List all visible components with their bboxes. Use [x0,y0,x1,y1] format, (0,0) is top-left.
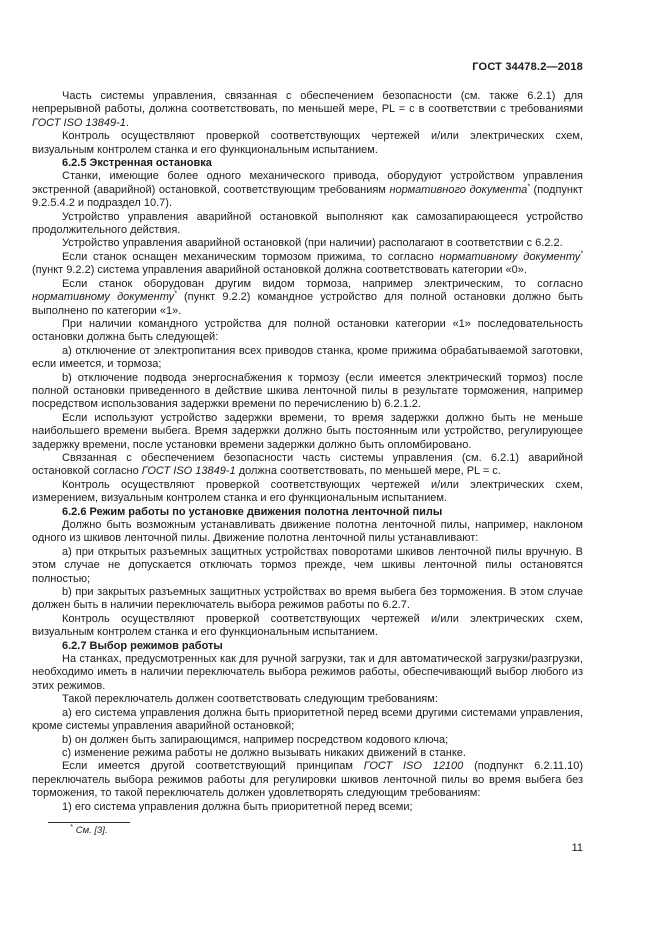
text-run: a) отключение от электропитания всех приводов станка, кроме прижима обрабатываемой заготовки, если имеется, и тормоза; [32,344,583,371]
paragraph [32,211,583,238]
footnote-block [32,822,583,837]
text-run: Контроль осуществляют проверкой соответствующих чертежей и/или электрических схем, визуальным контролем станка и его функциональным испытанием. [32,130,583,156]
paragraph [32,251,583,278]
paragraph [32,546,583,586]
paragraph [32,130,583,157]
text-run: b) он должен быть запирающимся, например посредством кодового ключа; [62,733,449,746]
text-run: Устройство управления аварийной остановкой (при наличии) располагают в соответствии с 6.2.2. [62,237,563,250]
text-run: нормативному документу [439,250,581,263]
text-run: (подпункт 9.2.5.4.2 и подраздел 10.7). [32,183,583,210]
paragraph [32,693,583,706]
text-run: Станки, имеющие более одного механического привода, оборудуют устройством управления экстренной (аварийной) остановкой, соответствующим требованиям [32,170,583,196]
text-run: ГОСТ ISO 13849-1 [32,116,126,129]
text-run: Если имеется другой соответствующий принципам [62,760,364,773]
text-run: 6.2.5 Экстренная остановка [62,157,212,170]
text-run: (пункт 9.2.2) командное устройство для полной остановки должно быть выполнено по категории «1». [32,291,584,317]
text-run: При наличии командного устройства для полной остановки категории «1» последовательность остановки должна быть следующей: [32,317,583,344]
footnote-separator-rule [48,822,130,823]
paragraph [32,707,583,734]
text-run: b) при закрытых разъемных защитных устройствах во время выбега без торможения. В этом случае должен быть в наличии переключатель выбора режимов работы по 6.2.7. [32,586,583,612]
section-heading [32,640,583,653]
document-header-standard-number: ГОСТ 34478.2—2018 [472,61,583,73]
text-run: 6.2.6 Режим работы по установке движения полотна ленточной пилы [62,505,443,518]
paragraph [32,318,583,345]
text-run: . [125,116,129,129]
paragraph [32,90,583,130]
text-run: Контроль осуществляют проверкой соответствующих чертежей и/или электрических схем, визуальным контролем станка и его функциональным испытанием. [32,612,583,639]
text-run: Если станок оборудован другим видом тормоза, например электрическим, то согласно [62,277,583,290]
text-run: c) изменение режима работы не должно вызывать никаких движений в станке. [62,746,466,759]
footnote-reference-marker: * [527,183,530,191]
text-run: (подпункт 6.2.11.10) переключатель выбора режимов работы для регулировки шкивов ленточной пилы во время выбега без торможения, то такой переключатель должен удовлетворять следующим требованиям: [32,760,583,800]
paragraph [32,412,583,452]
text-run: Связанная с обеспечением безопасности часть системы управления (см. 6.2.1) аварийной остановкой согласно [32,451,583,478]
paragraph [32,760,583,800]
footnote-reference-marker: * [174,290,177,298]
section-heading [32,157,583,170]
footnote [32,825,583,837]
paragraph [32,237,583,250]
text-run: ГОСТ ISO 12100 [363,760,464,773]
text-run: b) отключение подвода энергоснабжения к тормозу (если имеется электрический тормоз) после полной остановки приведенного в действие шкива ленточной пилы в результате торможения, например посредством использования задержки времени по перечислению b) 6.2.1.2. [32,371,583,411]
paragraph [32,170,583,210]
text-run: Должно быть возможным устанавливать движение полотна ленточной пилы, например, наклоном одного из шкивов ленточной пилы. Движение полотна ленточной пилы устанавливают: [32,519,583,545]
text-run: Если станок оснащен механическим тормозом прижима, то согласно [62,250,440,263]
paragraph [32,734,583,747]
paragraph [32,479,583,506]
text-run: (пункт 9.2.2) система управления аварийной остановкой должна соответствовать категории «0». [32,264,527,277]
text-run: 6.2.7 Выбор режимов работы [62,639,223,652]
paragraph [32,345,583,372]
paragraph [32,372,583,412]
paragraph [32,801,583,814]
paragraph [32,452,583,479]
footnote-reference-marker: * [580,250,584,258]
text-run: ГОСТ ISO 13849-1 [141,465,236,478]
text-run: должна соответствовать, по меньшей мере, PL = c. [235,465,501,478]
text-run: нормативного документа [389,183,528,196]
paragraph [32,613,583,640]
section-heading [32,506,583,519]
text-run: a) при открытых разъемных защитных устройствах поворотами шкивов ленточной пилы вручную. В этом случае не допускается отключать тормоз прежде, чем шкивы ленточной пилы остановятся полностью; [32,545,583,585]
text-run: Часть системы управления, связанная с обеспечением безопасности (см. также 6.2.1) для непрерывной работы, должна соответствовать, по меньшей мере, PL = c в соответствии с требованиями [32,90,583,116]
text-run: нормативному документу [32,291,175,304]
paragraph [32,653,583,693]
footnote-text: См. [3]. [75,825,108,836]
text-run: На станках, предусмотренных как для ручной загрузки, так и для автоматической загрузки/разгрузки, необходимо иметь в наличии переключатель выбора режимов работы, обеспечивающий выбор любого из этих режимов. [32,653,583,692]
page-number: 11 [571,842,583,854]
text-run: 1) его система управления должна быть приоритетной перед всеми; [62,800,413,813]
paragraph [32,519,583,546]
paragraph [32,747,583,760]
footnote-marker: * [70,823,73,831]
text-run: Если используют устройство задержки времени, то время задержки должно быть не меньше наибольшего времени выбега. Время задержки должно быть постоянным или устройство, регулирующее задержку времени, после установки времени задержки должно быть опломбировано. [32,411,583,451]
text-run: Такой переключатель должен соответствовать следующим требованиям: [62,693,438,706]
text-run: Устройство управления аварийной остановкой выполняют как самозапирающееся устройство продолжительного действия. [32,210,583,237]
text-run: Контроль осуществляют проверкой соответствующих чертежей и/или электрических схем, измерением, визуальным контролем станка и его функциональным испытанием. [32,478,583,505]
text-run: a) его система управления должна быть приоритетной перед всеми другими системами управления, кроме системы управления аварийной остановкой; [32,706,583,733]
paragraph [32,278,583,318]
paragraph [32,586,583,613]
document-body [32,90,583,814]
